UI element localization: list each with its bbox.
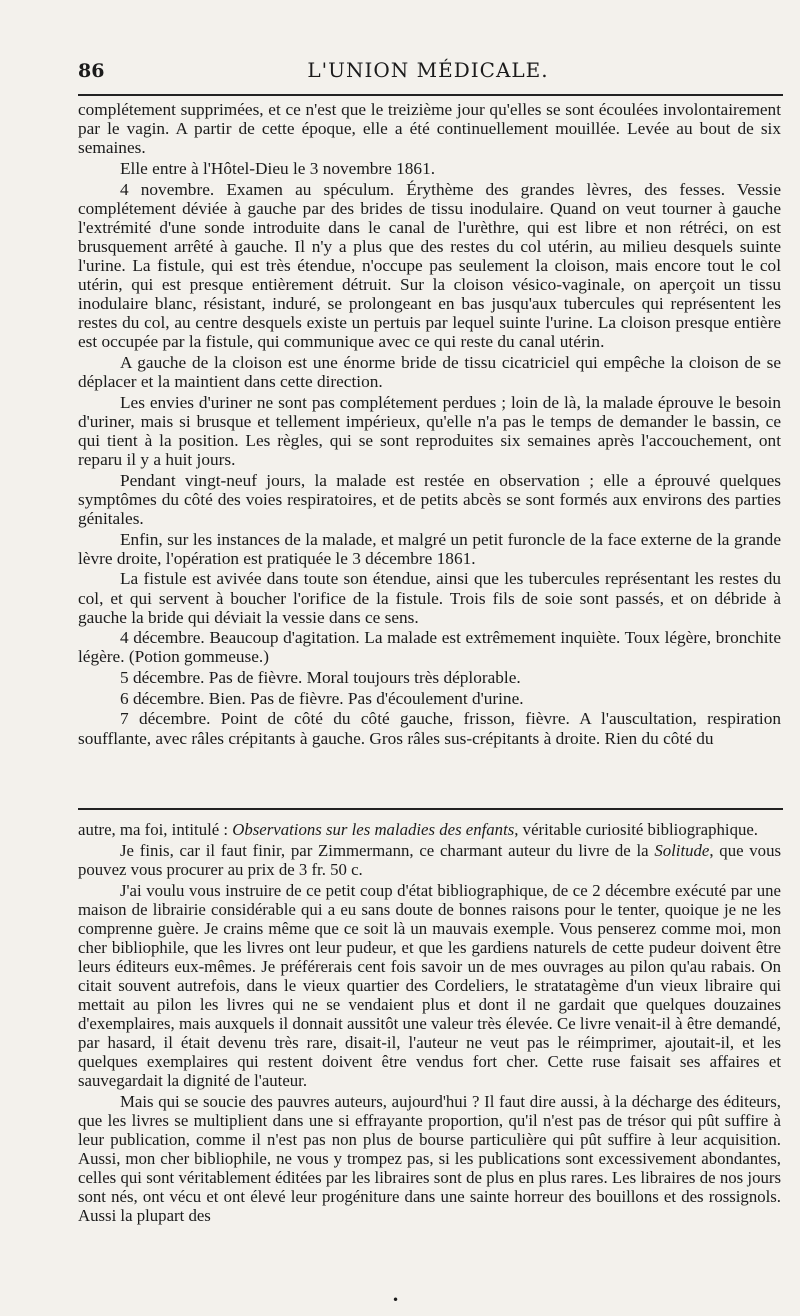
paragraph: 4 novembre. Examen au spéculum. Érythème des grandes lèvres, des fesses. Vessie complétement déviée à gauche par des brides de tissu inodulaire. Quand on veut tourner à gauche l'extrémité d'une sonde introduite dans le canal de l'urèthre, qui est libre et non rétréci, on est brusquement arrêté à gauche. Il n'y a plus que des restes du col utérin, au milieu desquels suinte l'urine. La fistule, qui est très étendue, n'occupe pas seulement la cloison, mais encore tout le col utérin, qui est presque entièrement détruit. Sur la cloison vésico-vaginale, on aperçoit un tissu inodulaire blanc, résistant, induré, se prolongeant en bas jusqu'aux tubercules qui représentent les restes du col, au centre desquels existe un pertuis par lequel suinte l'urine. La cloison presque entière est occupée par la fistule, qui communique avec ce qui reste du canal utérin. <box>78 179 781 352</box>
clinical-observation-text <box>78 100 781 749</box>
paragraph: 4 décembre. Beaucoup d'agitation. La malade est extrêmement inquiète. Toux légère, bronchite légère. (Potion gommeuse.) <box>78 628 781 667</box>
paragraph: 5 décembre. Pas de fièvre. Moral toujours très déplorable. <box>120 668 521 688</box>
paragraph: Elle entre à l'Hôtel-Dieu le 3 novembre 1861. <box>120 158 436 178</box>
book-title: Observations sur les maladies des enfants <box>232 820 515 839</box>
feuilleton-text <box>78 820 781 1227</box>
paragraph <box>78 820 781 839</box>
paragraph: Enfin, sur les instances de la malade, et malgré un petit furoncle de la face externe de la grande lèvre droite, l'opération est pratiquée le 3 décembre 1861. <box>78 529 781 568</box>
journal-title: L'UNION MÉDICALE. <box>307 58 549 82</box>
feuilleton-rule <box>78 808 783 810</box>
book-title: Solitude <box>654 841 710 860</box>
text-run: , véritable curiosité bibliographique. <box>514 820 759 839</box>
paragraph: Mais qui se soucie des pauvres auteurs, aujourd'hui ? Il faut dire aussi, à la décharge des éditeurs, que les livres se multiplient dans une si effrayante proportion, qu'il n'est pas de trésor qui pût suffire à leur publication, comme il n'est pas non plus de bourse particulière qui pût suffire à leur acquisition. Aussi, mon cher bibliophile, ne vous y trompez pas, si les publications sont excessivement abondantes, celles qui sont véritablement éditées par les libraires sont de plus en plus rares. Les libraires de nos jours sont nés, ont vécu et ont élevé leur progéniture dans une sainte horreur des bouillons et des rossignols. Aussi la plupart des <box>78 1092 781 1225</box>
text-run: Je finis, car il faut finir, par Zimmermann, ce charmant auteur du livre de la <box>120 841 655 860</box>
header-rule <box>78 94 783 96</box>
paragraph: complétement supprimées, et ce n'est que le treizième jour qu'elles se sont écoulées involontairement par le vagin. A partir de cette époque, elle a été continuellement mouillée. Levée au bout de six semaines. <box>78 100 781 158</box>
running-head <box>78 52 778 86</box>
page-number: 86 <box>78 60 105 82</box>
text-run: , que vous pouvez vous procurer au prix de 3 fr. 50 c. <box>78 841 781 879</box>
paragraph: La fistule est avivée dans toute son étendue, ainsi que les tubercules représentant les restes du col, et qui servent à boucher l'orifice de la fistule. Trois fils de soie sont passés, et on débride à gauche la bride qui déviait la vessie dans ce sens. <box>78 569 781 627</box>
paragraph <box>78 841 781 879</box>
paragraph: J'ai voulu vous instruire de ce petit coup d'état bibliographique, de ce 2 décembre exécuté par une maison de librairie considérable qui a eu sans doute de bonnes raisons pour le tenter, quoique je ne les comprenne guère. Je crains même que ce soit là un mauvais exemple. Vous penserez comme moi, mon cher bibliophile, que les livres ont leur pudeur, et que les gardiens naturels de cette pudeur doivent être leurs éditeurs eux-mêmes. Je préférerais cent fois savoir un de mes ouvrages au pilon qu'au rabais. On citait souvent autrefois, dans le vieux quartier des Cordeliers, le stratatagème d'un vieux libraire qui mettait au pilon les livres qui ne se vendaient plus et dont il ne gardait que quelques douzaines d'exemplaires, mais auxquels il donnait aussitôt une valeur très élevée. Ce livre venait-il à être demandé, par hasard, il était devenu très rare, disait-il, l'auteur ne veut pas le réimprimer, ajoutait-il, et les quelques exemplaires qui restent doivent être vendus fort cher. Cette ruse faisait ses affaires et sauvegardait la dignité de l'auteur. <box>78 881 781 1090</box>
footer-mark: • <box>392 1293 400 1307</box>
paragraph: 7 décembre. Point de côté du côté gauche, frisson, fièvre. A l'auscultation, respiration soufflante, avec râles crépitants à gauche. Gros râles sus-crépitants à droite. Rien du côté du <box>78 709 781 748</box>
text-run: autre, ma foi, intitulé : <box>78 820 233 839</box>
paragraph: A gauche de la cloison est une énorme bride de tissu cicatriciel qui empêche la cloison de se déplacer et la maintient dans cette direction. <box>78 353 781 392</box>
paragraph: 6 décembre. Bien. Pas de fièvre. Pas d'écoulement d'urine. <box>120 688 524 708</box>
paragraph: Pendant vingt-neuf jours, la malade est restée en observation ; elle a éprouvé quelques symptômes du côté des voies respiratoires, et de petits abcès se sont formés aux environs des parties génitales. <box>78 470 781 528</box>
paragraph: Les envies d'uriner ne sont pas complétement perdues ; loin de là, la malade éprouve le besoin d'uriner, mais si brusque et tellement impérieux, qu'elle n'a pas le temps de demander le bassin, ce qui tient à la position. Les règles, qui se sont reproduites six semaines après l'accouchement, ont reparu il y a huit jours. <box>78 392 781 470</box>
